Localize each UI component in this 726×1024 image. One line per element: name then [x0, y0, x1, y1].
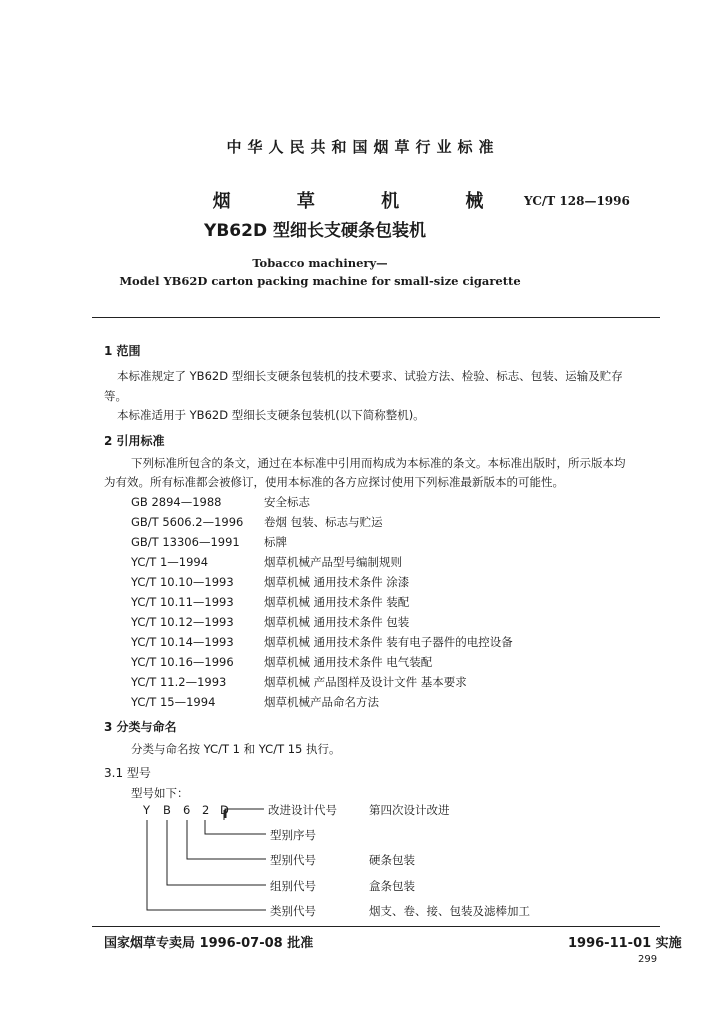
standard-code: YC/T 128—1996	[524, 194, 630, 208]
approval-issuer: 国家烟草专卖局 1996-07-08 批准	[104, 936, 314, 951]
diagram-row-label: 型别序号	[270, 828, 316, 842]
section-1-para2: 本标准适用于 YB62D 型细长支硬条包装机(以下简称整机)。	[117, 408, 425, 422]
reference-title: 烟草机械产品命名方法	[264, 695, 379, 709]
reference-number: YC/T 1—1994	[131, 555, 209, 569]
reference-title: 标牌	[264, 535, 287, 549]
reference-title: 烟草机械 通用技术条件 装配	[264, 595, 410, 609]
reference-number: YC/T 15—1994	[131, 695, 216, 709]
reference-number: YC/T 10.11—1993	[131, 595, 234, 609]
section-2-heading: 2 引用标准	[104, 434, 165, 448]
reference-title: 卷烟 包装、标志与贮运	[264, 515, 383, 529]
org-standard-title: 中华人民共和国烟草行业标准	[226, 138, 500, 156]
reference-title: 烟草机械 通用技术条件 电气装配	[264, 655, 433, 669]
section-1-para1-line2: 等。	[104, 389, 127, 403]
section-3-para: 分类与命名按 YC/T 1 和 YC/T 15 执行。	[131, 742, 341, 756]
reference-title: 安全标志	[264, 495, 310, 509]
diagram-row-desc: 硬条包装	[369, 853, 415, 867]
diagram-row-label: 类别代号	[270, 904, 316, 918]
reference-number: YC/T 10.12—1993	[131, 615, 234, 629]
english-title-line1: Tobacco machinery—	[252, 256, 388, 270]
reference-number: GB/T 5606.2—1996	[131, 515, 244, 529]
reference-title: 烟草机械 通用技术条件 装有电子器件的电控设备	[264, 635, 513, 649]
diagram-row-label: 改进设计代号	[268, 803, 337, 817]
reference-number: YC/T 10.16—1996	[131, 655, 234, 669]
reference-title: 烟草机械产品型号编制规则	[264, 555, 402, 569]
reference-number: GB/T 13306—1991	[131, 535, 240, 549]
section-2-para-line2: 为有效。所有标准都会被修订，使用本标准的各方应探讨使用下列标准最新版本的可能性。	[104, 475, 564, 489]
diagram-row-desc: 盒条包装	[369, 879, 415, 893]
diagram-row-label: 组别代号	[270, 879, 316, 893]
model-digit-2: 2	[202, 803, 210, 817]
document-title-line1: 烟 草 机 械	[212, 191, 514, 212]
page-number: 299	[638, 954, 658, 965]
reference-number: YC/T 10.10—1993	[131, 575, 234, 589]
reference-number: YC/T 10.14—1993	[131, 635, 234, 649]
reference-title: 烟草机械 通用技术条件 涂漆	[264, 575, 410, 589]
section-1-heading: 1 范围	[104, 344, 141, 358]
english-title-line2: Model YB62D carton packing machine for small-size cigarette	[119, 274, 521, 288]
model-letter-b: B	[163, 803, 171, 817]
diagram-row-label: 型别代号	[270, 853, 316, 867]
model-letter-d: D	[220, 803, 229, 817]
diagram-row-desc: 第四次设计改进	[369, 803, 450, 817]
model-letter-y: Y	[143, 803, 151, 817]
reference-title: 烟草机械 产品图样及设计文件 基本要求	[264, 675, 467, 689]
reference-number: YC/T 11.2—1993	[131, 675, 227, 689]
model-digit-6: 6	[183, 803, 191, 817]
section-3-1-heading: 3.1 型号	[104, 766, 151, 780]
footer-divider	[92, 926, 660, 927]
section-2-para-line1: 下列标准所包含的条文，通过在本标准中引用而构成为本标准的条文。本标准出版时，所示版本均	[131, 456, 626, 470]
section-1-para1-line1: 本标准规定了 YB62D 型细长支硬条包装机的技术要求、试验方法、检验、标志、包装、运输及贮存	[117, 369, 623, 383]
diagram-row-desc: 烟支、卷、接、包装及滤棒加工	[369, 904, 530, 918]
document-title-line2: YB62D 型细长支硬条包装机	[204, 221, 426, 241]
section-3-1-para: 型号如下：	[131, 786, 189, 800]
effective-date: 1996-11-01 实施	[568, 936, 682, 951]
reference-number: GB 2894—1988	[131, 495, 222, 509]
reference-title: 烟草机械 通用技术条件 包装	[264, 615, 410, 629]
section-3-heading: 3 分类与命名	[104, 720, 177, 734]
